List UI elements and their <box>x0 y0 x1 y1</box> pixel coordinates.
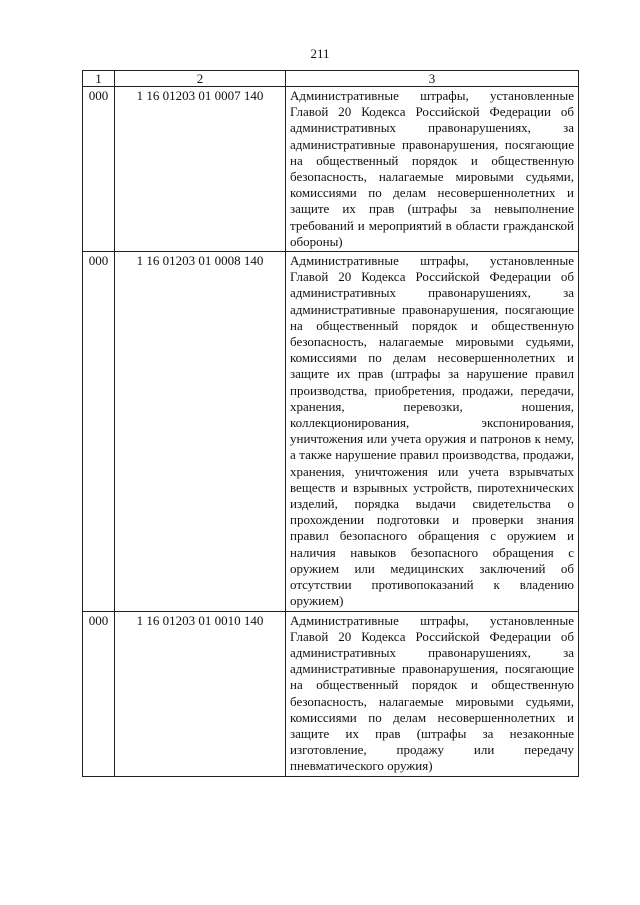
admin-code-cell: 000 <box>83 611 115 776</box>
admin-code-cell: 000 <box>83 252 115 611</box>
column-header-2: 2 <box>115 71 286 87</box>
budget-codes-table <box>82 70 579 777</box>
description-cell: Административные штрафы, установленные Главой 20 Кодекса Российской Федерации об административных правонарушениях, за административные правонарушения, посягающие на общественный порядок и общественную безопасность, налагаемые мировыми судьями, комиссиями по делам несовершеннолетних и защите их прав (штрафы за нарушение правил производства, приобретения, продажи, передачи, хранения, перевозки, ношения, коллекционирования, экспонирования, уничтожения или учета оружия и патронов к нему, а также нарушение правил производства, продажи, хранения, уничтожения или учета взрывчатых веществ и взрывных устройств, пиротехнических изделий, порядка выдачи свидетельства о прохождении подготовки и проверки знания правил безопасного обращения с оружием и наличия навыков безопасного обращения с оружием или медицинских заключений об отсутствии противопоказаний к владению оружием) <box>286 252 579 611</box>
table-header-row <box>83 71 579 87</box>
budget-code-cell: 1 16 01203 01 0008 140 <box>115 252 286 611</box>
table-row <box>83 87 579 252</box>
description-cell: Административные штрафы, установленные Главой 20 Кодекса Российской Федерации об административных правонарушениях, за административные правонарушения, посягающие на общественный порядок и общественную безопасность, налагаемые мировыми судьями, комиссиями по делам несовершеннолетних и защите их прав (штрафы за невыполнение требований и мероприятий в области гражданской обороны) <box>286 87 579 252</box>
budget-code-cell: 1 16 01203 01 0007 140 <box>115 87 286 252</box>
page-number: 211 <box>310 46 330 61</box>
table-row <box>83 252 579 611</box>
column-header-1: 1 <box>83 71 115 87</box>
table-row <box>83 611 579 776</box>
column-header-3: 3 <box>286 71 579 87</box>
admin-code-cell: 000 <box>83 87 115 252</box>
budget-code-cell: 1 16 01203 01 0010 140 <box>115 611 286 776</box>
description-cell: Административные штрафы, установленные Главой 20 Кодекса Российской Федерации об административных правонарушениях, за административные правонарушения, посягающие на общественный порядок и общественную безопасность, налагаемые мировыми судьями, комиссиями по делам несовершеннолетних и защите их прав (штрафы за незаконные изготовление, продажу или передачу пневматического оружия) <box>286 611 579 776</box>
